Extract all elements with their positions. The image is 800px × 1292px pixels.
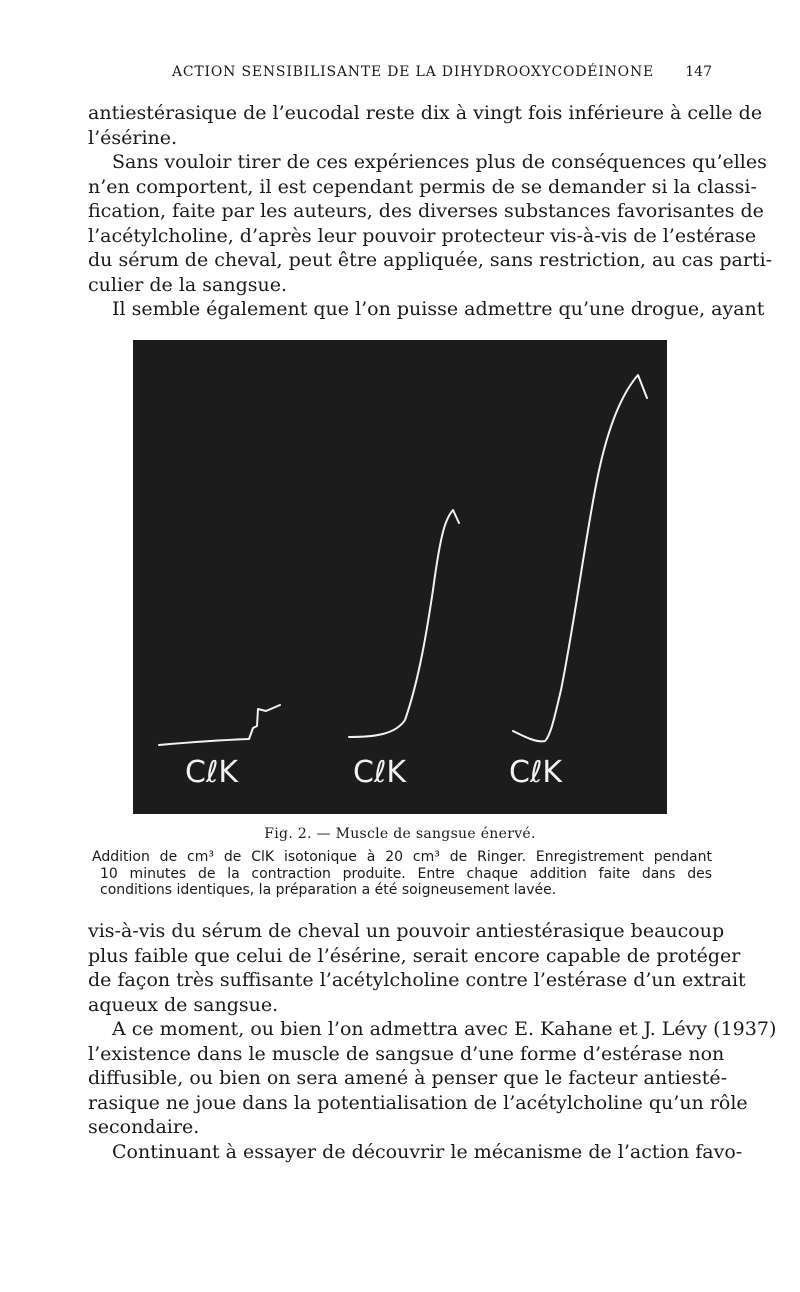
text-line: diffusible, ou bien on sera amené à penser que le facteur antiesté-	[88, 1067, 728, 1089]
figure-caption	[92, 849, 712, 899]
tracing-curve-2	[349, 510, 459, 737]
caption-line: Addition de cm³ de ClK isotonique à 20 cm³ de Ringer. Enregistrement pendant	[92, 849, 712, 865]
text-line: fication, faite par les auteurs, des diverses substances favorisantes de	[88, 200, 764, 222]
text-line: A ce moment, ou bien l’on admettra avec E. Kahane et J. Lévy (1937)	[112, 1018, 777, 1040]
tracing-curve-1	[159, 705, 280, 745]
text-line: rasique ne joue dans la potentialisation de l’acétylcholine qu’un rôle	[88, 1091, 748, 1114]
text-line: Continuant à essayer de découvrir le mécanisme de l’action favo-	[112, 1140, 743, 1163]
text-line: du sérum de cheval, peut être appliquée, sans restriction, au cas parti-	[88, 249, 773, 271]
figure-label-clk-1: CℓK	[185, 755, 239, 790]
tracing-curve-3	[513, 375, 647, 741]
text-line: antiestérasique de l’eucodal reste dix à vingt fois inférieure à celle de	[88, 102, 763, 124]
kymograph-figure	[133, 340, 667, 814]
text-line: secondaire.	[88, 1116, 200, 1138]
kymograph-tracing	[133, 340, 667, 814]
text-line: de façon très suffisante l’acétylcholine contre l’estérase d’un extrait	[88, 969, 746, 991]
text-line: Sans vouloir tirer de ces expériences plus de conséquences qu’elles	[112, 151, 767, 173]
caption-line: 10 minutes de la contraction produite. Entre chaque addition faite dans des	[100, 865, 712, 882]
page-number: 147	[685, 64, 712, 80]
text-line: Il semble également que l’on puisse admettre qu’une drogue, ayant	[112, 298, 765, 320]
running-head	[88, 64, 712, 86]
caption-line: conditions identiques, la préparation a été soigneusement lavée.	[100, 882, 557, 898]
text-line: aqueux de sangsue.	[88, 993, 279, 1016]
text-line: l’acétylcholine, d’après leur pouvoir protecteur vis-à-vis de l’estérase	[88, 224, 757, 247]
text-line: l’existence dans le muscle de sangsue d’une forme d’estérase non	[88, 1042, 725, 1065]
text-line: plus faible que celui de l’ésérine, serait encore capable de protéger	[88, 944, 741, 967]
running-title: ACTION SENSIBILISANTE DE LA DIHYDROOXYCODÉINONE	[172, 64, 655, 80]
text-line: l’ésérine.	[88, 126, 178, 149]
text-line: culier de la sangsue.	[88, 273, 288, 296]
text-line: n’en comportent, il est cependant permis de se demander si la classi-	[88, 175, 757, 198]
body-text-bottom	[88, 919, 777, 1164]
body-text-top	[88, 101, 773, 322]
figure-label-clk-3: CℓK	[509, 755, 563, 790]
figure-caption-title: Fig. 2. — Muscle de sangsue énervé.	[264, 826, 536, 842]
figure-label-clk-2: CℓK	[353, 755, 407, 790]
text-line: vis-à-vis du sérum de cheval un pouvoir antiestérasique beaucoup	[88, 920, 725, 942]
